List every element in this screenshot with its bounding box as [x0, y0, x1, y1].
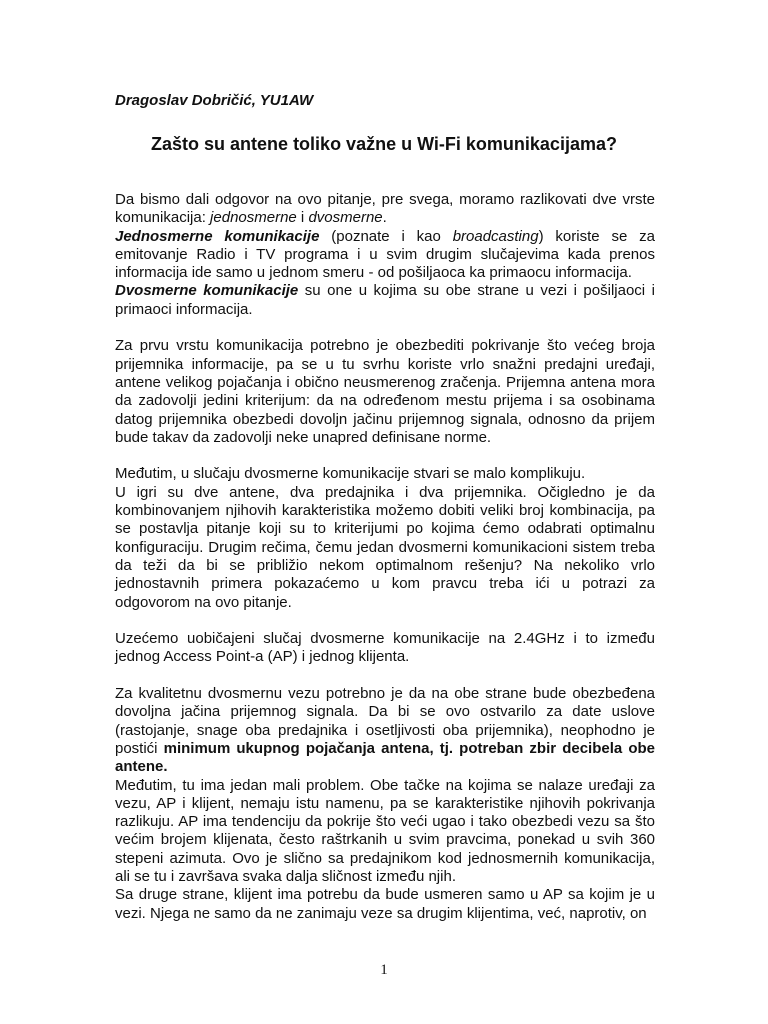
intro-connector: i: [296, 209, 309, 227]
jednosmerne-text-post: ) koriste se za emitovanje Radio i TV programa i u svim drugim slučajevima kada prenos informacija ide samo u jednom smeru - od pošiljaoca ka primaocu informacija.: [115, 227, 655, 282]
page-number: 1: [380, 962, 388, 978]
term-dvosmerne: dvosmerne: [308, 209, 383, 227]
document-title: Zašto su antene toliko važne u Wi-Fi komunikacijama?: [151, 134, 617, 154]
paragraph-gap: [115, 667, 655, 685]
kvalitetna-veza-text: Za kvalitetnu dvosmernu vezu potrebno je da na obe strane bude obezbeđena dovoljna jačina prijemnog signala. Da bi se ovo ostvarilo za date uslove (rastojanje, snage oba predajnika i osetljivosti oba prijemnika), neophodno je postići: [115, 685, 655, 757]
heading-dvosmerne: Dvosmerne komunikacije: [115, 282, 299, 300]
intro-end: .: [382, 209, 387, 227]
dvosmerne-text: su one u kojima su obe strane u vezi i pošiljaoci i primaoci informacija.: [115, 282, 655, 318]
jednosmerne-text-pre: (poznate i kao: [319, 227, 453, 245]
paragraph-uzecemo: Uzećemo uobičajeni slučaj dvosmerne komunikacije na 2.4GHz i to između jednog Access Point-a (AP) i jednog klijenta.: [115, 630, 655, 666]
term-broadcasting: broadcasting: [452, 227, 539, 245]
paragraph-jednosmerne: [115, 228, 655, 283]
document-body: [115, 191, 655, 923]
paragraph-medjutim: Međutim, u slučaju dvosmerne komunikacije stvari se malo komplikuju.: [115, 465, 586, 483]
paragraph-druga-strana: Sa druge strane, klijent ima potrebu da bude usmeren samo u AP sa kojim je u vezi. Njega ne samo da ne zanimaju veze sa drugim klijentima, već, naprotiv, on: [115, 886, 655, 922]
intro-text: Da bismo dali odgovor na ovo pitanje, pre svega, moramo razlikovati dve vrste komunikacija:: [115, 191, 655, 227]
paragraph-gap: [115, 447, 655, 465]
paragraph-intro: [115, 191, 655, 228]
paragraph-gap: [115, 612, 655, 630]
kvalitetna-veza-emphasis: minimum ukupnog pojačanja antena, tj. potreban zbir decibela obe antene.: [115, 739, 655, 776]
paragraph-kvalitetna-veza: [115, 685, 655, 776]
paragraph-dvosmerne: [115, 282, 655, 319]
paragraph-prva-vrsta: Za prvu vrstu komunikacija potrebno je obezbediti pokrivanje što većeg broja prijemnika informacije, pa se u tu svrhu koriste vrlo snažni predajni uređaji, antene velikog pojačanja i obično neusmerenog zračenja. Prijemna antena mora da zadovolji jedini kriterijum: da na određenom mestu prijema i sa osobinama datog prijemnika obezbedi dovoljn jačinu prijemnog signala, odnosno da prijem bude takav da zadovolji neke unapred definisane norme.: [115, 337, 655, 446]
paragraph-u-igri: U igri su dve antene, dva predajnika i dva prijemnika. Očigledno je da kombinovanjem njihovih karakteristika možemo dobiti veliki broj kombinacija, pa se postavlja pitanje koji su to kriterijumi po kojima ćemo odabrati optimalnu konfiguraciju. Drugim rečima, čemu jedan dvosmerni komunikacioni sistem treba da teži da bi se približio nekom optimalnom rešenju? Na nekoliko vrlo jednostavnih primera pokazaćemo u kom pravcu treba ići u potrazi za odgovorom na ovo pitanje.: [115, 483, 655, 611]
heading-jednosmerne: Jednosmerne komunikacije: [115, 227, 320, 245]
author-line: Dragoslav Dobričić, YU1AW: [115, 92, 314, 109]
term-jednosmerne: jednosmerne: [210, 209, 297, 227]
paragraph-gap: [115, 319, 655, 337]
paragraph-mali-problem: Međutim, tu ima jedan mali problem. Obe tačke na kojima se nalaze uređaji za vezu, AP i klijent, nemaju istu namenu, pa se karakteristike njihovih pokrivanja razlikuju. AP ima tendenciju da pokrije što veći ugao i tako obezbedi vezu sa što većim brojem klijenata, često raštrkanih u svim pravcima, ponekad u svih 360 stepeni azimuta. Ovo je slično sa predajnikom kod jednosmernih komunikacija, ali se tu i završava svaka dalja sličnost između njih.: [115, 776, 655, 885]
